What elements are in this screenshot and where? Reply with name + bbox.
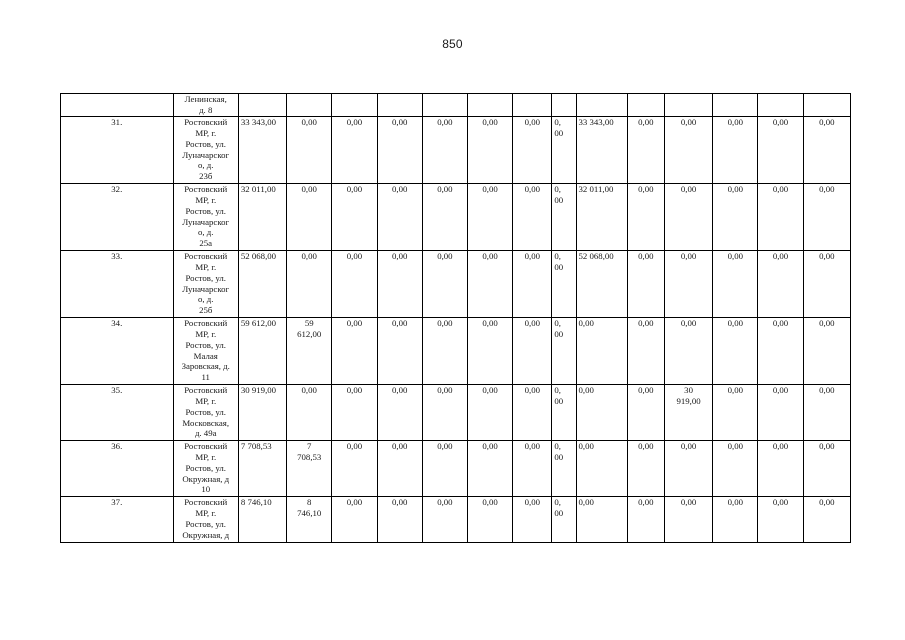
cell-value-narrow bbox=[552, 440, 576, 496]
cell-address-line: МР, г. bbox=[195, 507, 217, 518]
cell-address-line: МР, г. bbox=[195, 328, 217, 339]
cell-empty bbox=[552, 94, 576, 117]
cell-value: 32 011,00 bbox=[576, 183, 627, 250]
cell-value-narrow-line: 0, bbox=[554, 250, 562, 261]
cell-value: 0,00 bbox=[513, 116, 552, 183]
cell-address bbox=[173, 317, 238, 384]
cell-value: 52 068,00 bbox=[576, 250, 627, 317]
cell-value: 33 343,00 bbox=[576, 116, 627, 183]
cell-value-narrow-line: 00 bbox=[554, 395, 564, 406]
cell-value-line: 7 bbox=[307, 440, 312, 451]
cell-value: 0,00 bbox=[713, 496, 758, 542]
cell-value: 0,00 bbox=[513, 384, 552, 440]
cell-empty bbox=[576, 94, 627, 117]
table-row bbox=[61, 384, 851, 440]
cell-value bbox=[287, 317, 332, 384]
cell-value: 0,00 bbox=[513, 183, 552, 250]
cell-empty bbox=[238, 94, 286, 117]
cell-value-narrow bbox=[552, 183, 576, 250]
page-number: 850 bbox=[442, 37, 463, 51]
cell-address-line: о, д. bbox=[197, 294, 214, 305]
cell-address-line: Ростовский bbox=[184, 384, 228, 395]
cell-value-narrow-line: 00 bbox=[554, 451, 564, 462]
cell-total: 32 011,00 bbox=[238, 183, 286, 250]
cell-empty bbox=[664, 94, 712, 117]
cell-empty bbox=[468, 94, 513, 117]
cell-value-line: 0,00 bbox=[301, 250, 317, 261]
cell-value: 0,00 bbox=[803, 440, 850, 496]
table-row bbox=[61, 250, 851, 317]
cell-address-line: Малая bbox=[193, 350, 218, 361]
cell-value-line: 0,00 bbox=[680, 317, 697, 328]
cell-empty bbox=[803, 94, 850, 117]
cell-value: 0,00 bbox=[627, 183, 664, 250]
cell-address-line: Ростов, ул. bbox=[185, 339, 226, 350]
cell-value: 0,00 bbox=[713, 183, 758, 250]
cell-address-line: Луначарског bbox=[182, 216, 230, 227]
cell-value: 0,00 bbox=[627, 496, 664, 542]
cell-value-line: 612,00 bbox=[297, 328, 322, 339]
cell-address bbox=[173, 94, 238, 117]
cell-value: 0,00 bbox=[758, 384, 803, 440]
cell-value: 0,00 bbox=[803, 317, 850, 384]
table-row bbox=[61, 440, 851, 496]
cell-address-line: 23б bbox=[199, 171, 213, 182]
cell-value: 0,00 bbox=[422, 317, 467, 384]
table-row bbox=[61, 116, 851, 183]
cell-number: 31. bbox=[61, 116, 174, 183]
cell-value: 0,00 bbox=[713, 317, 758, 384]
cell-value: 0,00 bbox=[332, 440, 377, 496]
cell-address-line: МР, г. bbox=[195, 127, 217, 138]
cell-value: 0,00 bbox=[758, 317, 803, 384]
cell-empty bbox=[513, 94, 552, 117]
cell-empty bbox=[758, 94, 803, 117]
cell-value-line: 0,00 bbox=[680, 496, 697, 507]
cell-value-narrow-line: 0, bbox=[554, 183, 562, 194]
cell-value: 0,00 bbox=[377, 250, 422, 317]
address-line: Ленинская, bbox=[184, 94, 227, 104]
cell-value: 0,00 bbox=[713, 384, 758, 440]
cell-value: 0,00 bbox=[758, 183, 803, 250]
cell-address-line: МР, г. bbox=[195, 451, 217, 462]
cell-value: 0,00 bbox=[468, 317, 513, 384]
cell-value: 0,00 bbox=[627, 116, 664, 183]
cell-value-line: 0,00 bbox=[301, 116, 317, 127]
cell-number: 34. bbox=[61, 317, 174, 384]
cell-value-line: 0,00 bbox=[680, 250, 697, 261]
cell-address-line: Заровская, д. bbox=[181, 361, 230, 372]
cell-value: 0,00 bbox=[332, 496, 377, 542]
cell-value-line: 708,53 bbox=[297, 451, 322, 462]
cell-number bbox=[61, 94, 174, 117]
cell-value: 0,00 bbox=[377, 317, 422, 384]
cell-address-line: 25а bbox=[199, 238, 213, 249]
cell-value-line: 0,00 bbox=[680, 183, 697, 194]
cell-total: 33 343,00 bbox=[238, 116, 286, 183]
cell-value-narrow bbox=[552, 496, 576, 542]
cell-value-narrow bbox=[552, 317, 576, 384]
cell-value: 0,00 bbox=[332, 183, 377, 250]
table-row bbox=[61, 183, 851, 250]
cell-value: 0,00 bbox=[758, 440, 803, 496]
cell-value: 0,00 bbox=[332, 116, 377, 183]
cell-value: 0,00 bbox=[422, 496, 467, 542]
cell-value-narrow-line: 0, bbox=[554, 116, 562, 127]
cell-number: 32. bbox=[61, 183, 174, 250]
cell-value: 0,00 bbox=[422, 384, 467, 440]
cell-value-line: 0,00 bbox=[301, 183, 317, 194]
cell-value: 0,00 bbox=[468, 384, 513, 440]
cell-address-line: Окружная, д bbox=[182, 529, 230, 540]
cell-value: 0,00 bbox=[513, 440, 552, 496]
cell-address bbox=[173, 496, 238, 542]
cell-empty bbox=[627, 94, 664, 117]
cell-value-narrow-line: 00 bbox=[554, 127, 564, 138]
cell-value bbox=[287, 440, 332, 496]
cell-value: 0,00 bbox=[377, 440, 422, 496]
cell-value-narrow-line: 00 bbox=[554, 507, 564, 518]
cell-value-line: 0,00 bbox=[301, 384, 317, 395]
cell-value: 0,00 bbox=[513, 250, 552, 317]
cell-value: 0,00 bbox=[422, 183, 467, 250]
cell-address-line: МР, г. bbox=[195, 194, 217, 205]
cell-total: 7 708,53 bbox=[238, 440, 286, 496]
cell-value: 0,00 bbox=[627, 384, 664, 440]
cell-number: 36. bbox=[61, 440, 174, 496]
cell-value-line: 30 bbox=[684, 384, 693, 395]
cell-value-line: 0,00 bbox=[680, 116, 697, 127]
cell-value bbox=[287, 250, 332, 317]
cell-value-narrow-line: 00 bbox=[554, 194, 564, 205]
cell-number: 37. bbox=[61, 496, 174, 542]
cell-value-narrow-line: 0, bbox=[554, 496, 562, 507]
cell-address-line: 25б bbox=[199, 305, 213, 316]
cell-value: 0,00 bbox=[713, 440, 758, 496]
cell-value bbox=[287, 183, 332, 250]
cell-address-line: д. 49а bbox=[194, 428, 217, 439]
cell-value-narrow bbox=[552, 384, 576, 440]
cell-value: 0,00 bbox=[377, 183, 422, 250]
cell-value: 0,00 bbox=[803, 183, 850, 250]
cell-total: 8 746,10 bbox=[238, 496, 286, 542]
address-line: д. 8 bbox=[199, 104, 213, 115]
cell-value-line: 746,10 bbox=[297, 507, 322, 518]
cell-address-line: Ростов, ул. bbox=[185, 205, 226, 216]
cell-address bbox=[173, 440, 238, 496]
cell-address-line: 10 bbox=[201, 484, 211, 495]
cell-value-line: 8 bbox=[307, 496, 312, 507]
cell-value: 0,00 bbox=[758, 250, 803, 317]
cell-value bbox=[664, 496, 712, 542]
cell-total: 59 612,00 bbox=[238, 317, 286, 384]
cell-value bbox=[287, 496, 332, 542]
cell-value bbox=[664, 317, 712, 384]
cell-value: 0,00 bbox=[468, 440, 513, 496]
cell-value: 0,00 bbox=[627, 440, 664, 496]
cell-empty bbox=[377, 94, 422, 117]
cell-value: 0,00 bbox=[468, 116, 513, 183]
cell-value bbox=[664, 384, 712, 440]
cell-total: 52 068,00 bbox=[238, 250, 286, 317]
cell-address-line: Ростовский bbox=[184, 496, 228, 507]
cell-empty bbox=[422, 94, 467, 117]
cell-value: 0,00 bbox=[576, 496, 627, 542]
cell-value: 0,00 bbox=[422, 116, 467, 183]
cell-total: 30 919,00 bbox=[238, 384, 286, 440]
cell-value bbox=[664, 440, 712, 496]
cell-address-line: Ростов, ул. bbox=[185, 462, 226, 473]
cell-address-line: о, д. bbox=[197, 227, 214, 238]
cell-address-line: Ростов, ул. bbox=[185, 518, 226, 529]
cell-value: 0,00 bbox=[377, 384, 422, 440]
cell-value: 0,00 bbox=[332, 317, 377, 384]
cell-empty bbox=[287, 94, 332, 117]
cell-value: 0,00 bbox=[576, 440, 627, 496]
cell-address-line: 11 bbox=[201, 372, 210, 383]
cell-address-line: Ростовский bbox=[184, 250, 228, 261]
cell-value-narrow-line: 00 bbox=[554, 261, 564, 272]
cell-value-narrow-line: 0, bbox=[554, 384, 562, 395]
cell-value: 0,00 bbox=[422, 440, 467, 496]
cell-value: 0,00 bbox=[803, 384, 850, 440]
cell-value: 0,00 bbox=[627, 250, 664, 317]
cell-value: 0,00 bbox=[468, 250, 513, 317]
cell-value: 0,00 bbox=[627, 317, 664, 384]
cell-value: 0,00 bbox=[332, 250, 377, 317]
cell-value-narrow-line: 0, bbox=[554, 440, 562, 451]
cell-address-line: о, д. bbox=[197, 160, 214, 171]
cell-address-line: Ростов, ул. bbox=[185, 138, 226, 149]
cell-value bbox=[287, 384, 332, 440]
cell-address-line: Ростовский bbox=[184, 183, 228, 194]
table-row bbox=[61, 317, 851, 384]
cell-address-line: Ростовский bbox=[184, 116, 228, 127]
cell-value-narrow-line: 00 bbox=[554, 328, 564, 339]
cell-value: 0,00 bbox=[513, 496, 552, 542]
cell-number: 33. bbox=[61, 250, 174, 317]
cell-value: 0,00 bbox=[803, 116, 850, 183]
cell-number: 35. bbox=[61, 384, 174, 440]
cell-address-line: Окружная, д bbox=[182, 473, 230, 484]
cell-value: 0,00 bbox=[803, 496, 850, 542]
budget-table bbox=[60, 93, 851, 543]
cell-value-line: 59 bbox=[304, 317, 314, 328]
cell-address bbox=[173, 250, 238, 317]
cell-address-line: Луначарског bbox=[182, 283, 230, 294]
table-row bbox=[61, 496, 851, 542]
cell-address bbox=[173, 116, 238, 183]
cell-value: 0,00 bbox=[713, 116, 758, 183]
cell-address-line: Московская, bbox=[182, 417, 230, 428]
cell-value: 0,00 bbox=[468, 183, 513, 250]
cell-value: 0,00 bbox=[758, 496, 803, 542]
cell-address-line: Ростов, ул. bbox=[185, 406, 226, 417]
cell-address-line: МР, г. bbox=[195, 395, 217, 406]
cell-value: 0,00 bbox=[576, 317, 627, 384]
cell-value: 0,00 bbox=[803, 250, 850, 317]
cell-address-line: Ростовский bbox=[184, 317, 228, 328]
table-row-continuation bbox=[61, 94, 851, 117]
cell-address-line: Луначарског bbox=[182, 149, 230, 160]
cell-address-line: Ростовский bbox=[184, 440, 228, 451]
cell-value-line: 919,00 bbox=[676, 395, 701, 406]
table-body bbox=[61, 94, 851, 543]
cell-address-line: Ростов, ул. bbox=[185, 272, 226, 283]
cell-empty bbox=[332, 94, 377, 117]
cell-empty bbox=[713, 94, 758, 117]
cell-value-narrow bbox=[552, 116, 576, 183]
cell-value: 0,00 bbox=[422, 250, 467, 317]
cell-value bbox=[287, 116, 332, 183]
cell-value: 0,00 bbox=[468, 496, 513, 542]
cell-value bbox=[664, 250, 712, 317]
cell-value-narrow bbox=[552, 250, 576, 317]
cell-address-line: МР, г. bbox=[195, 261, 217, 272]
cell-value: 0,00 bbox=[713, 250, 758, 317]
cell-value: 0,00 bbox=[576, 384, 627, 440]
cell-value: 0,00 bbox=[377, 116, 422, 183]
cell-value: 0,00 bbox=[758, 116, 803, 183]
cell-value-line: 0,00 bbox=[680, 440, 697, 451]
cell-value bbox=[664, 116, 712, 183]
cell-address bbox=[173, 384, 238, 440]
cell-value: 0,00 bbox=[332, 384, 377, 440]
cell-value-narrow-line: 0, bbox=[554, 317, 562, 328]
cell-address bbox=[173, 183, 238, 250]
cell-value: 0,00 bbox=[513, 317, 552, 384]
cell-value bbox=[664, 183, 712, 250]
cell-value: 0,00 bbox=[377, 496, 422, 542]
